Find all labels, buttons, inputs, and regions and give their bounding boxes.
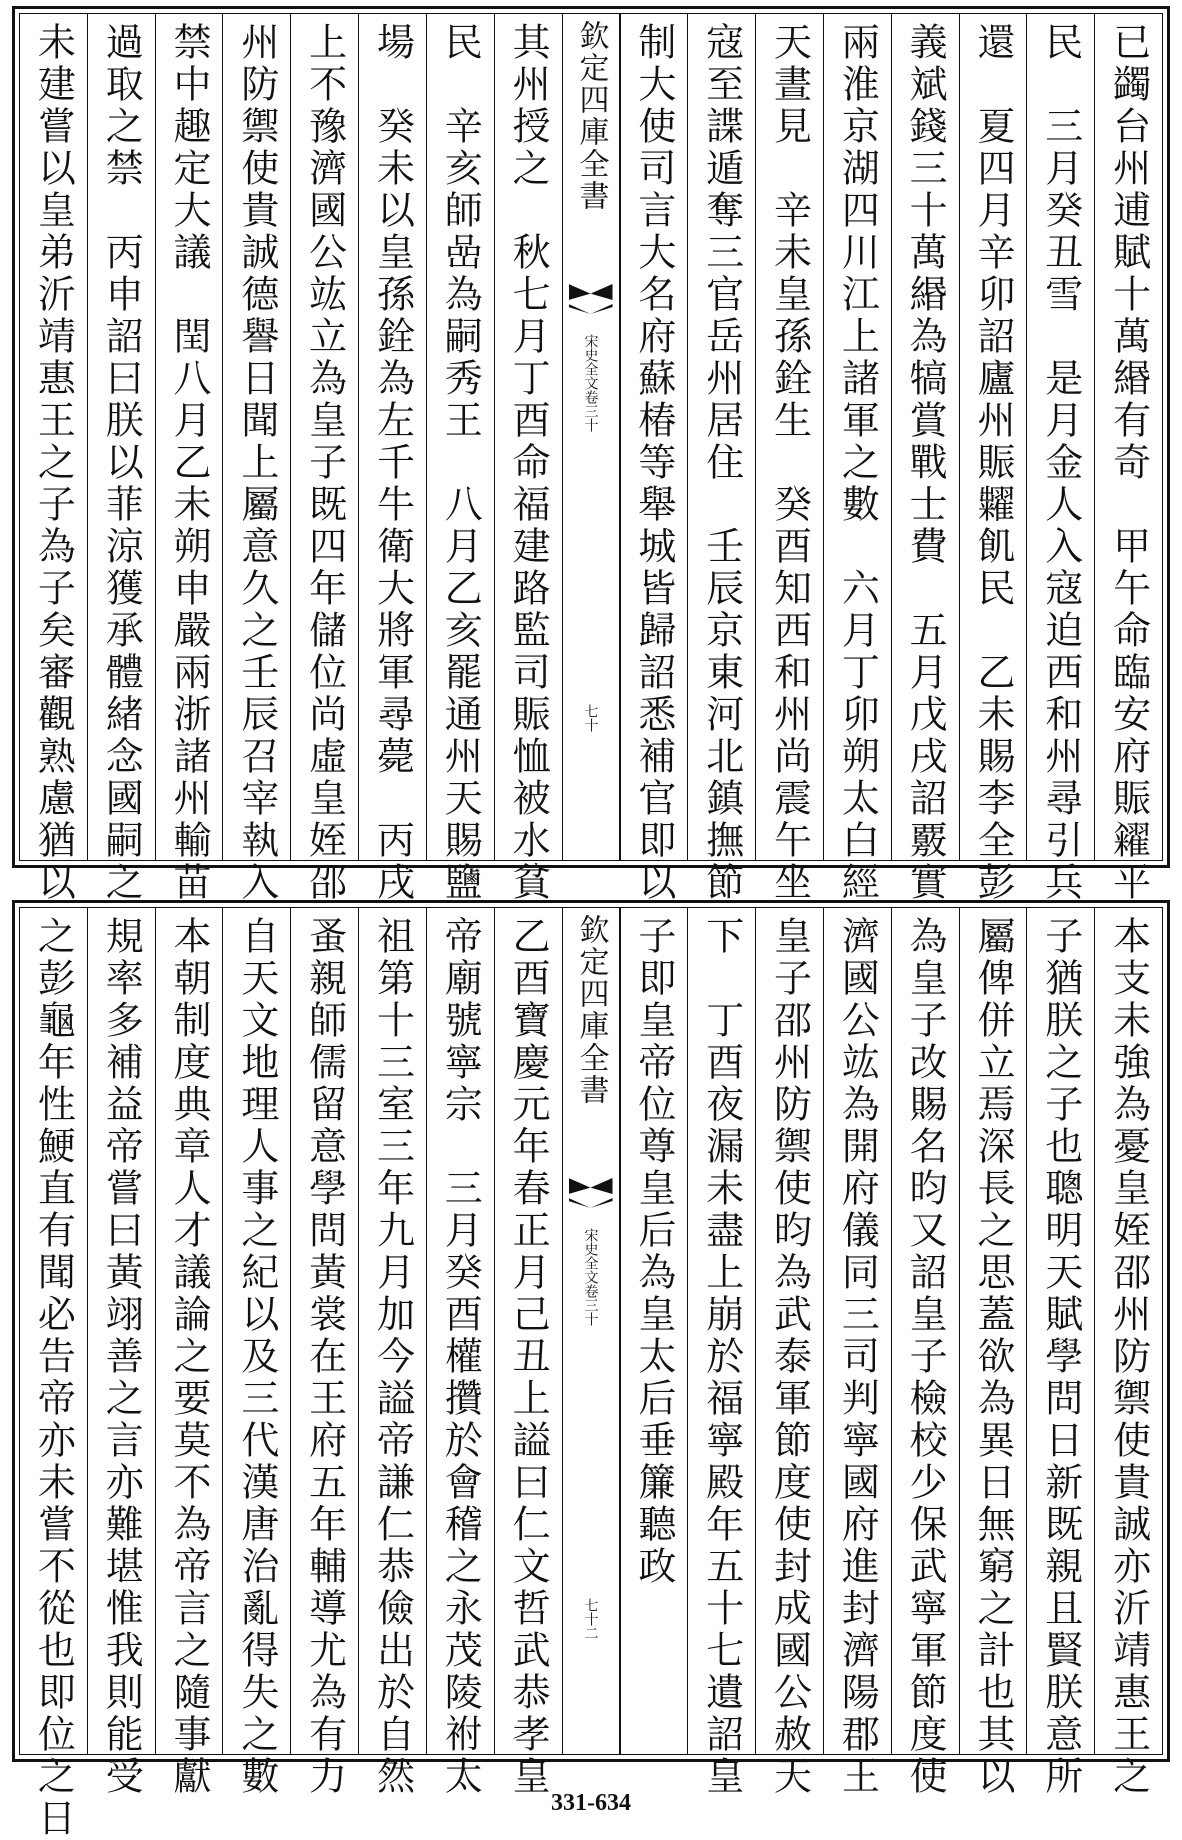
fish-tail-mark-icon (569, 304, 613, 314)
column-text: 制大使司言大名府蘇椿等舉城皆歸詔悉補官即以 (631, 22, 676, 904)
column-text: 上不豫濟國公竑立為皇子既四年儲位尚虛皇姪邵 (302, 22, 347, 904)
column-text: 子即皇帝位尊皇后為皇太后垂簾聽政 (631, 916, 676, 1588)
fish-tail-mark-icon (569, 1198, 613, 1208)
text-column (426, 14, 494, 904)
text-column (755, 14, 823, 904)
column-text: 自天文地理人事之紀以及三代漢唐治亂得失之數 (234, 916, 279, 1798)
column-text: 下 丁酉夜漏未盡上崩於福寧殿年五十七遺詔皇 (699, 916, 744, 1798)
text-column (959, 908, 1027, 1798)
text-column (155, 908, 223, 1798)
book-volume-label (581, 1228, 601, 1326)
text-column (687, 908, 755, 1798)
text-column (20, 908, 87, 1840)
text-column (20, 14, 87, 904)
text-column (823, 908, 891, 1798)
text-column (959, 14, 1027, 904)
text-column (426, 908, 494, 1798)
column-text: 寇至諜遁奪三官岳州居住 壬辰京東河北鎮撫節 (699, 22, 744, 904)
leaf-number: 七十二 (582, 1598, 599, 1640)
text-column (823, 14, 891, 904)
text-column (891, 14, 959, 904)
book-name: 宋史全文 (582, 334, 599, 390)
leaf-number: 七十 (582, 704, 599, 732)
column-text: 民 辛亥師嵒為嗣秀王 八月乙亥罷通州天賜鹽 (438, 22, 483, 904)
column-text: 帝廟號寧宗 三月癸酉權攢於會稽之永茂陵祔太 (438, 916, 483, 1798)
text-column (358, 908, 426, 1798)
column-text: 未建嘗以皇弟沂靖惠王之子為子矣審觀熟慮猶以 (31, 22, 76, 904)
column-text: 兩淮京湖四川江上諸軍之數 六月丁卯朔太白經 (835, 22, 880, 904)
text-column (290, 908, 358, 1798)
text-column (290, 14, 358, 904)
column-text: 天晝見 辛未皇孫銓生 癸酉知西和州尚震午坐 (767, 22, 812, 904)
book-series-title: 欽定四庫全書 (573, 20, 609, 212)
column-text: 之彭龜年性鯁直有聞必告帝亦未嘗不從也即位之日 (31, 916, 76, 1840)
column-text: 為皇子改賜名昀又詔皇子檢校少保武寧軍節度使 (903, 916, 948, 1798)
column-text: 子猶朕之子也聰明天賦學問日新既親且賢朕意所 (1038, 916, 1083, 1798)
text-column (155, 14, 223, 904)
text-column (222, 14, 290, 904)
text-column (755, 908, 823, 1798)
page-reference: 331-634 (551, 1790, 631, 1816)
text-column (494, 908, 562, 1798)
text-column (1026, 908, 1094, 1798)
book-volume-label (581, 334, 601, 432)
volume-name: 卷三十 (582, 390, 599, 432)
column-text: 過取之禁 丙申詔曰朕以菲涼獲承體緒念國嗣之 (99, 22, 144, 904)
center-fold-column (562, 14, 620, 860)
text-column (87, 14, 155, 904)
column-text: 皇子邵州防禦使昀為武泰軍節度使封成國公赦天 (767, 916, 812, 1798)
text-column (687, 14, 755, 904)
fish-tail-mark-icon (569, 1178, 613, 1194)
text-column (1026, 14, 1094, 904)
column-text: 還 夏四月辛卯詔廬州賑糶飢民 乙未賜李全彭 (970, 22, 1015, 904)
column-text: 州防禦使貴誠德譽日聞上屬意久之壬辰召宰執入 (234, 22, 279, 904)
column-text: 民 三月癸丑雪 是月金人入寇迫西和州尋引兵 (1038, 22, 1083, 904)
book-series-title: 欽定四庫全書 (573, 914, 609, 1106)
column-text: 本支未強為憂皇姪邵州防禦使貴誠亦沂靖惠王之 (1106, 916, 1151, 1798)
column-text: 義斌錢三十萬緡為犒賞戰士費 五月戊戌詔覈實 (903, 22, 948, 904)
text-column (222, 908, 290, 1798)
text-column (358, 14, 426, 904)
column-text: 禁中趣定大議 閏八月乙未朔申嚴兩浙諸州輸苗 (167, 22, 212, 904)
center-fold-column (562, 908, 620, 1754)
text-column (620, 908, 688, 1754)
column-text: 場 癸未以皇孫銓為左千牛衛大將軍尋薨 丙戌 (370, 22, 415, 904)
volume-name: 卷三十 (582, 1284, 599, 1326)
column-text: 祖第十三室三年九月加今謚帝謙仁恭儉出於自然 (370, 916, 415, 1798)
top-page-columns (19, 13, 1163, 904)
text-column (87, 908, 155, 1798)
text-column (620, 14, 688, 904)
text-column (1094, 908, 1162, 1798)
column-text: 屬俾併立焉深長之思蓋欲為異日無窮之計也其以 (970, 916, 1015, 1798)
column-text: 規率多補益帝嘗曰黃翊善之言亦難堪惟我則能受 (99, 916, 144, 1798)
fish-tail-mark-icon (569, 284, 613, 300)
top-page (12, 6, 1170, 904)
column-text: 本朝制度典章人才議論之要莫不為帝言之隨事獻 (167, 916, 212, 1798)
column-text: 已蠲台州逋賦十萬緡有奇 甲午命臨安府賑糴平 (1106, 22, 1151, 904)
text-column (1094, 14, 1162, 904)
book-name: 宋史全文 (582, 1228, 599, 1284)
column-text: 蚤親師儒留意學問黃裳在王府五年輔導尤為有力 (302, 916, 347, 1798)
column-text: 濟國公竑為開府儀同三司判寧國府進封濟陽郡王 (835, 916, 880, 1798)
text-column (891, 908, 959, 1798)
column-text: 其州授之 秋七月丁酉命福建路監司賑恤被水貧 (506, 22, 551, 904)
text-column (494, 14, 562, 904)
column-text: 乙酉寶慶元年春正月己丑上謚曰仁文哲武恭孝皇 (506, 916, 551, 1798)
